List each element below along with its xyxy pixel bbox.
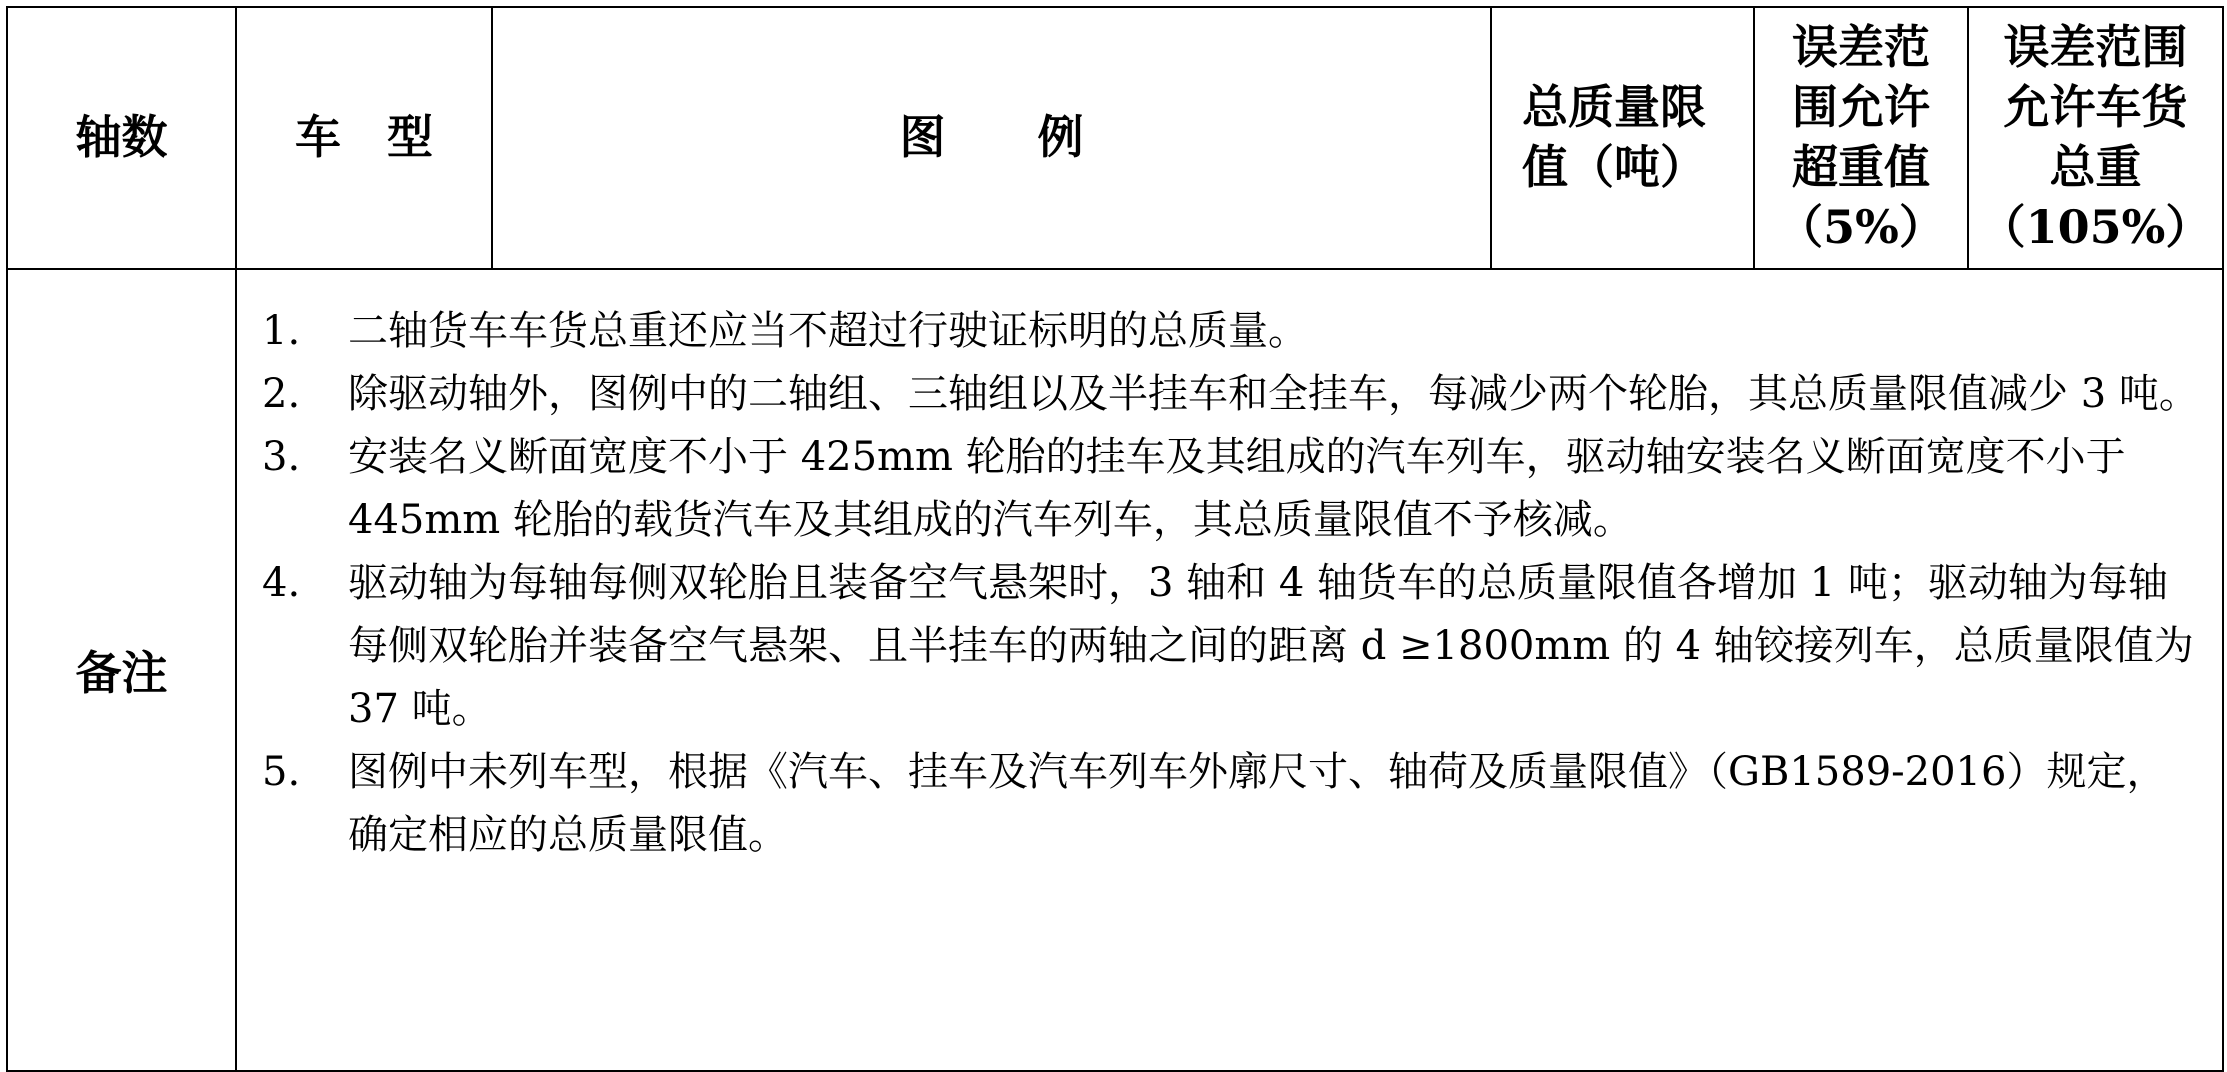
notes-list [262,300,2202,867]
header-vehicle-type [236,7,492,269]
note-item [262,363,2202,426]
note-number: 3. [262,434,301,480]
header-tolerance-total-line2: 允许车货 [2003,80,2188,135]
header-tolerance-total [1968,7,2223,269]
note-text: 安装名义断面宽度不小于 425mm 轮胎的挂车及其组成的汽车列车，驱动轴安装名义断面宽度不小于 445mm 轮胎的载货汽车及其组成的汽车列车，其总质量限值不予核减。 [348,434,2126,543]
header-legend [492,7,1491,269]
header-tolerance-total-line4: （105%） [1979,199,2212,254]
note-text: 驱动轴为每轴每侧双轮胎且装备空气悬架时，3 轴和 4 轴货车的总质量限值各增加 1 吨；驱动轴为每轴每侧双轮胎并装备空气悬架、且半挂车的两轴之间的距离 d ≥1800mm 的 4 轴铰接列车，总质量限值为 37 吨。 [348,560,2194,732]
note-number: 1. [262,308,301,354]
header-tolerance-overweight-line2: 围允许 [1792,80,1930,135]
note-item [262,426,2202,552]
note-item [262,300,2202,363]
header-tolerance-overweight-line4: （5%） [1777,199,1945,254]
table-header-row [7,7,2223,269]
note-number: 4. [262,560,301,606]
header-legend-label: 图 例 [899,110,1084,165]
note-item [262,552,2202,741]
header-gross-limit [1491,7,1754,269]
notes-label: 备注 [7,269,236,1071]
header-tolerance-total-line1: 误差范围 [2003,20,2188,75]
note-item [262,741,2202,867]
header-tolerance-overweight [1754,7,1968,269]
header-tolerance-total-line3: 总重 [2049,140,2142,194]
note-number: 5. [262,749,301,795]
header-axles: 轴数 [7,7,236,269]
notes-content [236,269,2223,1071]
notes-row [7,269,2223,1071]
note-text: 图例中未列车型，根据《汽车、挂车及汽车列车外廓尺寸、轴荷及质量限值》（GB1589-2016）规定，确定相应的总质量限值。 [348,749,2167,858]
note-number: 2. [262,371,301,417]
header-gross-limit-line1: 总质量限 [1522,80,1706,135]
header-tolerance-overweight-line1: 误差范 [1792,20,1930,75]
header-gross-limit-line2: 值（吨） [1522,140,1706,194]
note-text: 除驱动轴外，图例中的二轴组、三轴组以及半挂车和全挂车，每减少两个轮胎，其总质量限值减少 3 吨。 [348,371,2199,417]
header-tolerance-overweight-line3: 超重值 [1792,140,1930,194]
note-text: 二轴货车车货总重还应当不超过行驶证标明的总质量。 [348,308,1308,354]
header-vehicle-type-label: 车 型 [295,110,433,165]
vehicle-weight-table [6,6,2224,1072]
